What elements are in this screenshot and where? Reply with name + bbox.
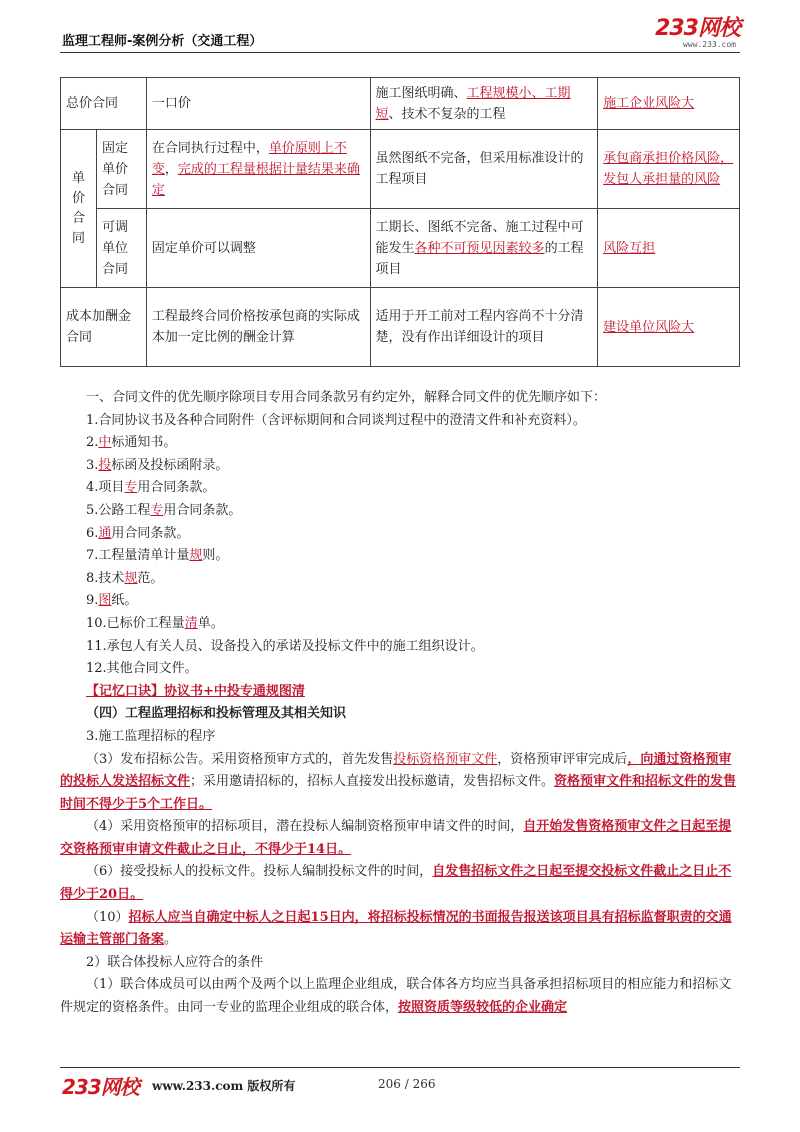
brand-logo[interactable] bbox=[655, 18, 740, 49]
page-number: 206 / 266 bbox=[378, 1077, 436, 1091]
highlight-char: 中 bbox=[98, 435, 112, 451]
footer-logo[interactable]: 233网校 bbox=[62, 1075, 139, 1099]
paragraph-3 bbox=[60, 749, 740, 817]
section-heading: （四）工程监理招标和投标管理及其相关知识 bbox=[86, 706, 347, 722]
merged-cell-unit-price bbox=[61, 130, 97, 288]
table-cell bbox=[598, 288, 740, 367]
table-cell bbox=[370, 78, 598, 130]
text: （6）接受投标人的投标文件。投标人编制投标文件的时间， bbox=[86, 864, 433, 880]
list-text: 12.其他合同文件。 bbox=[86, 661, 198, 677]
list-text: 1.合同协议书及各种合同附件（含评标期间和合同谈判过程中的澄清文件和补充资料）。 bbox=[86, 412, 586, 428]
list-text: 则。 bbox=[202, 548, 229, 564]
highlight-text: 风险互担 bbox=[603, 240, 656, 256]
highlight-text: 完成的工程量根据计量结果来确定 bbox=[151, 161, 360, 198]
cell-char: 合 bbox=[71, 210, 85, 226]
highlight-char: 专 bbox=[124, 480, 138, 496]
table-cell bbox=[598, 209, 740, 288]
highlight-text: ，向通过资格预审的投标人发送招标文件 bbox=[60, 751, 732, 790]
table-cell bbox=[598, 130, 740, 209]
list-text: 标函及投标函附录。 bbox=[111, 457, 229, 473]
list-text: 9. bbox=[86, 593, 99, 609]
list-text: 6. bbox=[86, 525, 99, 541]
text: （10） bbox=[86, 909, 129, 925]
highlight-text: 招标人应当自确定中标人之日起15日内，将招标投标情况的书面报告报送该项目具有招标监督职责的交通运输主管部门备案 bbox=[60, 909, 732, 948]
highlight-text: 建设单位风险大 bbox=[603, 319, 695, 335]
priority-list bbox=[60, 410, 740, 681]
list-text: 11.承包人有关人员、设备投入的承诺及投标文件中的施工组织设计。 bbox=[86, 638, 484, 654]
footer-divider bbox=[60, 1067, 740, 1068]
list-item bbox=[60, 658, 740, 681]
table-cell: 成本加酬金合同 bbox=[61, 288, 147, 367]
list-item bbox=[60, 636, 740, 659]
list-text: 范。 bbox=[137, 570, 164, 586]
table-cell: 总价合同 bbox=[61, 78, 147, 130]
highlight-char: 规 bbox=[189, 548, 203, 564]
subsection-heading: 2）联合体投标人应符合的条件 bbox=[86, 954, 264, 970]
logo-text: 233网校 bbox=[655, 16, 740, 41]
table-cell: 虽然图纸不完备，但采用标准设计的工程项目 bbox=[370, 130, 598, 209]
list-text: 4.项目 bbox=[86, 480, 125, 496]
list-text: 纸。 bbox=[111, 593, 138, 609]
table-cell: 固定单价可以调整 bbox=[146, 209, 370, 288]
header-title: 监理工程师-案例分析（交通工程） bbox=[62, 34, 263, 49]
table-row bbox=[61, 209, 740, 288]
highlight-text: 资格预审文件和招标文件的发售时间不得少于5个工作日。 bbox=[60, 774, 737, 812]
list-item bbox=[60, 500, 740, 523]
list-item bbox=[60, 568, 740, 591]
cell-text: 工期长、图纸不完备、施工过程中可能发生 bbox=[375, 219, 584, 256]
list-text: 7.工程量清单计量 bbox=[86, 548, 190, 564]
list-item bbox=[60, 455, 740, 478]
table-row bbox=[61, 78, 740, 130]
memory-tip: 【记忆口诀】协议书+中投专通规图清 bbox=[86, 683, 305, 699]
table-cell: 一口价 bbox=[146, 78, 370, 130]
highlight-text: 投标资格预审文件 bbox=[393, 751, 498, 767]
cell-char: 同 bbox=[71, 230, 85, 246]
highlight-text: 单价原则上不变 bbox=[151, 140, 347, 177]
list-text: 标通知书。 bbox=[111, 435, 177, 451]
list-text: 单。 bbox=[197, 615, 224, 631]
table-cell: 工程最终合同价格按承包商的实际成本加一定比例的酬金计算 bbox=[146, 288, 370, 367]
list-item bbox=[60, 523, 740, 546]
text: 。 bbox=[164, 932, 178, 948]
list-text: 用合同条款。 bbox=[163, 502, 242, 518]
table-cell bbox=[146, 130, 370, 209]
highlight-char: 通 bbox=[98, 525, 112, 541]
text: ，资格预审评审完成后 bbox=[497, 751, 628, 767]
paragraph-6 bbox=[60, 861, 740, 906]
logo-url: www.233.com bbox=[683, 40, 736, 49]
intro-paragraph: 一、合同文件的优先顺序除项目专用合同条款另有约定外，解释合同文件的优先顺序如下： bbox=[86, 390, 607, 405]
highlight-char: 清 bbox=[184, 615, 198, 631]
cell-text: ， bbox=[164, 161, 178, 177]
list-text: 2. bbox=[86, 435, 99, 451]
list-text: 5.公路工程 bbox=[86, 502, 151, 518]
list-item bbox=[60, 477, 740, 500]
footer-copyright: www.233.com 版权所有 bbox=[152, 1079, 296, 1093]
list-text: 3. bbox=[86, 457, 99, 473]
table-cell: 固定单价合同 bbox=[96, 130, 146, 209]
cell-char: 价 bbox=[71, 190, 85, 206]
list-text: 用合同条款。 bbox=[137, 480, 216, 496]
text: （3）发布招标公告。采用资格预审方式的，首先发售 bbox=[86, 751, 394, 767]
document-body bbox=[60, 387, 740, 1020]
highlight-text: 工程规模小、工期短 bbox=[375, 85, 571, 122]
table-cell bbox=[370, 209, 598, 288]
cell-text: 的工程项目 bbox=[375, 240, 584, 277]
contract-type-table bbox=[60, 77, 740, 367]
highlight-text: 承包商承担价格风险，发包人承担量的风险 bbox=[603, 151, 734, 187]
table-row bbox=[61, 288, 740, 367]
list-item bbox=[60, 613, 740, 636]
highlight-char: 投 bbox=[98, 457, 112, 473]
paragraph-10 bbox=[60, 907, 740, 952]
cell-text: 、技术不复杂的工程 bbox=[388, 106, 506, 122]
table-row bbox=[61, 130, 740, 209]
list-text: 8.技术 bbox=[86, 570, 125, 586]
highlight-text: 自开始发售资格预审文件之日起至提交资格预审申请文件截止之日止，不得少于14日。 bbox=[60, 819, 732, 857]
highlight-text: 各种不可预见因素较多 bbox=[414, 240, 545, 256]
paragraph-4 bbox=[60, 816, 740, 861]
list-text: 10.已标价工程量 bbox=[86, 615, 185, 631]
highlight-char: 图 bbox=[98, 593, 112, 609]
table-cell: 可调单位合同 bbox=[96, 209, 146, 288]
text: ；采用邀请招标的，招标人直接发出投标邀请，发售招标文件。 bbox=[190, 774, 555, 790]
cell-char: 单 bbox=[71, 170, 85, 186]
header-divider bbox=[60, 52, 740, 53]
text: （1）联合体成员可以由两个及两个以上监理企业组成，联合体各方均应当具备承担招标项目的相应能力和招标文件规定的资格条件。由同一专业的监理企业组成的联合体， bbox=[60, 977, 732, 1016]
table-cell: 适用于开工前对工程内容尚不十分清楚，没有作出详细设计的项目 bbox=[370, 288, 598, 367]
cell-text: 施工图纸明确、 bbox=[375, 85, 467, 101]
table-cell bbox=[598, 78, 740, 130]
subsection-heading: 3.施工监理招标的程序 bbox=[86, 728, 216, 744]
highlight-text: 施工企业风险大 bbox=[603, 96, 695, 111]
list-item bbox=[60, 590, 740, 613]
text: （4）采用资格预审的招标项目，潜在投标人编制资格预审申请文件的时间， bbox=[86, 819, 524, 835]
highlight-char: 专 bbox=[150, 502, 164, 518]
list-item bbox=[60, 545, 740, 568]
list-item bbox=[60, 432, 740, 455]
highlight-text: 按照资质等级较低的企业确定 bbox=[398, 1000, 568, 1016]
cell-text: 在合同执行过程中， bbox=[151, 140, 269, 156]
list-text: 用合同条款。 bbox=[111, 525, 190, 541]
highlight-text: 自发售招标文件之日起至提交投标文件截止之日止不得少于20日。 bbox=[60, 864, 732, 903]
highlight-char: 规 bbox=[124, 570, 138, 586]
list-item bbox=[60, 410, 740, 433]
paragraph-1 bbox=[60, 974, 740, 1019]
